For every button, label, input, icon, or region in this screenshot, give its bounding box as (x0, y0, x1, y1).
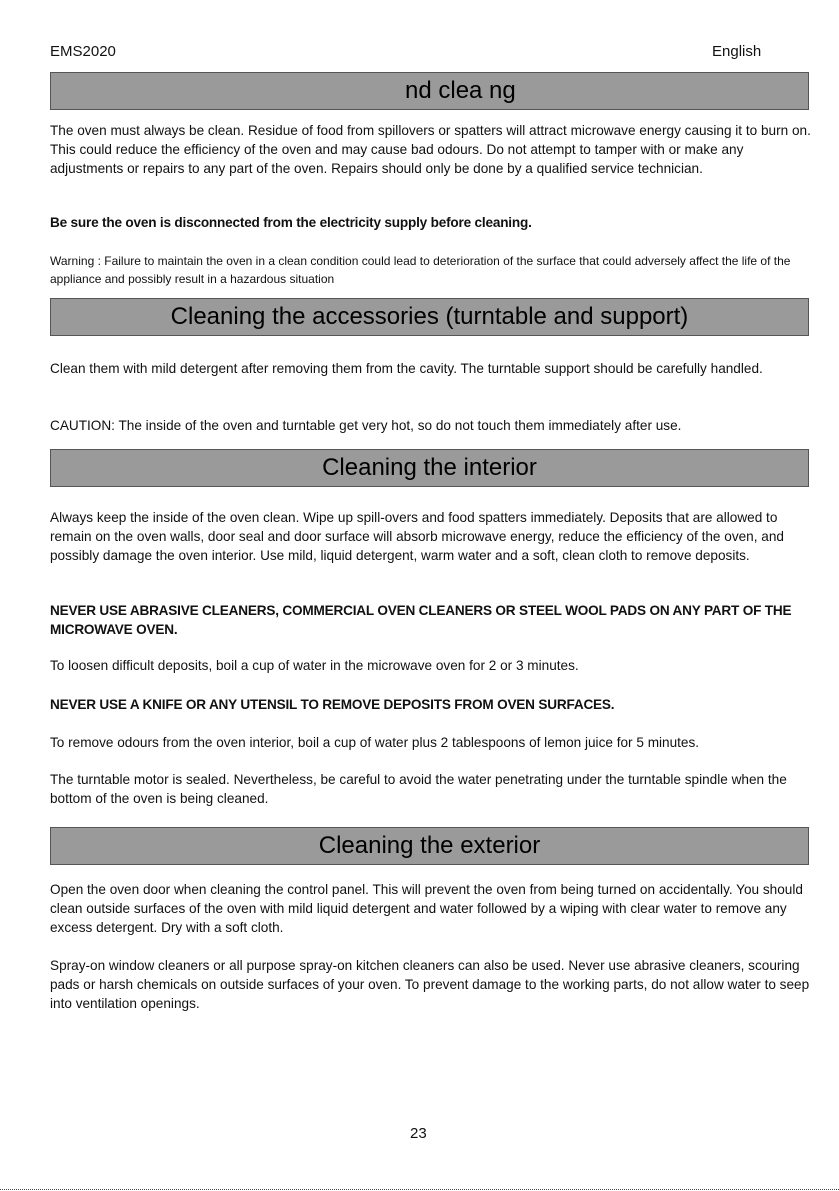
paragraph-caution (50, 416, 812, 435)
section-title: Cleaning the interior (322, 454, 537, 481)
paragraph-never-knife: NEVER USE A KNIFE OR ANY UTENSIL TO REMOVE DEPOSITS FROM OVEN SURFACES. (50, 697, 615, 712)
caution-text: The inside of the oven and turntable get very hot, so do not touch them immediately after use. (118, 418, 682, 433)
section-title: Cleaning the exterior (318, 832, 541, 859)
page-bottom-rule (0, 1189, 839, 1190)
section-title: Cleaning the accessories (turntable and support) (170, 303, 689, 330)
language-label: English (712, 43, 762, 60)
caution-label: CAUTION: (50, 418, 115, 433)
paragraph: Open the oven door when cleaning the control panel. This will prevent the oven from being turned on accidentally. You should clean outside surfaces of the oven with mild liquid detergent and water followed by a wiping with clear water to remove any excess detergent. Dry with a soft cloth. (50, 882, 803, 935)
paragraph: The oven must always be clean. Residue of food from spillovers or spatters will attract microwave energy causing it to burn on. This could reduce the efficiency of the oven and may cause bad odours. Do not attempt to tamper with or make any adjustments or repairs to any part of the oven. Repairs should only be done by a qualified service technician. (50, 123, 811, 176)
paragraph: Clean them with mild detergent after removing them from the cavity. The turntable support should be carefully handled. (50, 361, 763, 376)
paragraph-never-abrasive: NEVER USE ABRASIVE CLEANERS, COMMERCIAL OVEN CLEANERS OR STEEL WOOL PADS ON ANY PART OF THE MICROWAVE OVEN. (50, 603, 792, 637)
section-banner-cleaning (50, 72, 809, 110)
section-banner-accessories (50, 298, 809, 336)
section-title: nd clea ng (405, 77, 516, 104)
section-banner-exterior (50, 827, 809, 865)
paragraph: Spray-on window cleaners or all purpose spray-on kitchen cleaners can also be used. Never use abrasive cleaners, scouring pads or harsh chemicals on outside surfaces of your oven. To prevent damage to the working parts, do not allow water to seep into ventilation openings. (50, 958, 810, 1011)
model-number: EMS2020 (50, 43, 116, 60)
paragraph: To loosen difficult deposits, boil a cup of water in the microwave oven for 2 or 3 minutes. (50, 658, 579, 673)
section-banner-interior (50, 449, 809, 487)
paragraph-disconnect-notice: Be sure the oven is disconnected from the electricity supply before cleaning. (50, 215, 532, 230)
paragraph: The turntable motor is sealed. Nevertheless, be careful to avoid the water penetrating under the turntable spindle when the bottom of the oven is being cleaned. (50, 772, 787, 806)
paragraph: To remove odours from the oven interior, boil a cup of water plus 2 tablespoons of lemon juice for 5 minutes. (50, 735, 700, 750)
paragraph-warning: Warning : Failure to maintain the oven in a clean condition could lead to deterioration of the surface that could adversely affect the life of the appliance and possibly result in a hazardous situation (50, 254, 791, 286)
paragraph: Always keep the inside of the oven clean. Wipe up spill-overs and food spatters immediately. Deposits that are allowed to remain on the oven walls, door seal and door surface will absorb microwave energy, reduce the efficiency of the oven, and possibly damage the oven interior. Use mild, liquid detergent, warm water and a soft, clean cloth to remove deposits. (50, 510, 784, 563)
page-number: 23 (410, 1125, 427, 1142)
